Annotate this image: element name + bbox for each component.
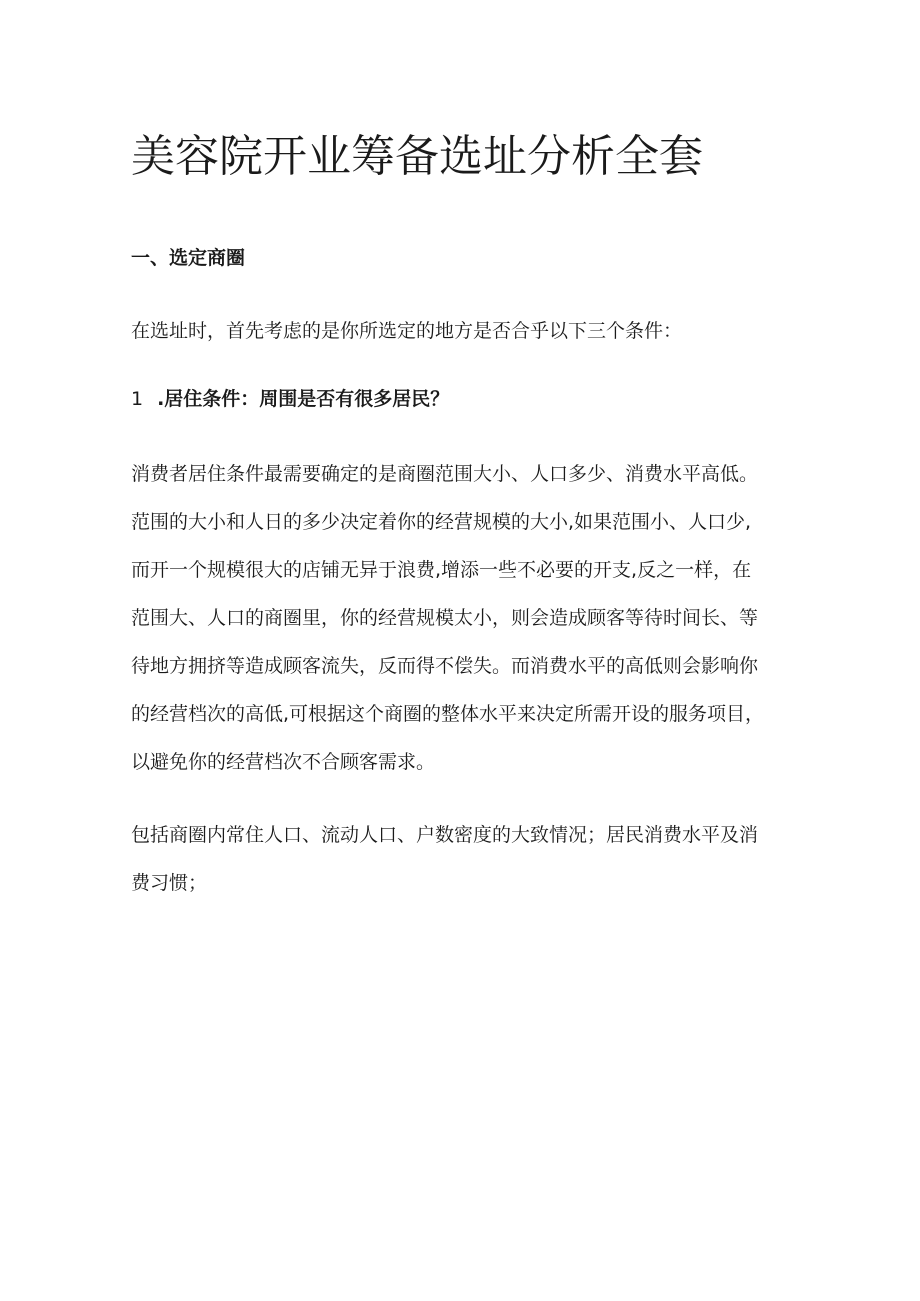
sub-heading-number: 1 xyxy=(131,388,144,410)
sub-heading-residential xyxy=(131,384,449,411)
paragraph-line: 范围的大小和人日的多少决定着你的经营规模的大小,如果范围小、人口少, xyxy=(131,511,752,533)
paragraph-line: 的经营档次的高低,可根据这个商圈的整体水平来决定所需开设的服务项目， xyxy=(131,703,765,725)
paragraph-line: 消费者居住条件最需要确定的是商圈范围大小、人口多少、消费水平高低。 xyxy=(131,463,759,485)
section-heading: 一、选定商圈 xyxy=(131,247,246,269)
sub-heading-text: .居住条件：周围是否有很多居民？ xyxy=(157,388,450,410)
paragraph-population-info xyxy=(131,811,821,907)
paragraph-line: 费习惯； xyxy=(131,872,208,894)
intro-paragraph: 在选址时，首先考虑的是你所选定的地方是否合乎以下三个条件： xyxy=(131,320,683,342)
paragraph-residential-conditions xyxy=(131,450,821,786)
paragraph-line: 以避免你的经营档次不合顾客需求。 xyxy=(131,751,436,773)
paragraph-line: 而开一个规模很大的店铺无异于浪费,增添一些不必要的开支,反之一样，在 xyxy=(131,559,752,581)
document-title: 美容院开业筹备选址分析全套 xyxy=(131,131,703,182)
paragraph-line: 包括商圈内常住人口、流动人口、户数密度的大致情况；居民消费水平及消 xyxy=(131,824,759,846)
paragraph-line: 待地方拥挤等造成顾客流失，反而得不偿失。而消费水平的高低则会影响你 xyxy=(131,655,759,677)
paragraph-line: 范围大、人口的商圈里，你的经营规模太小，则会造成顾客等待时间长、等 xyxy=(131,607,759,629)
